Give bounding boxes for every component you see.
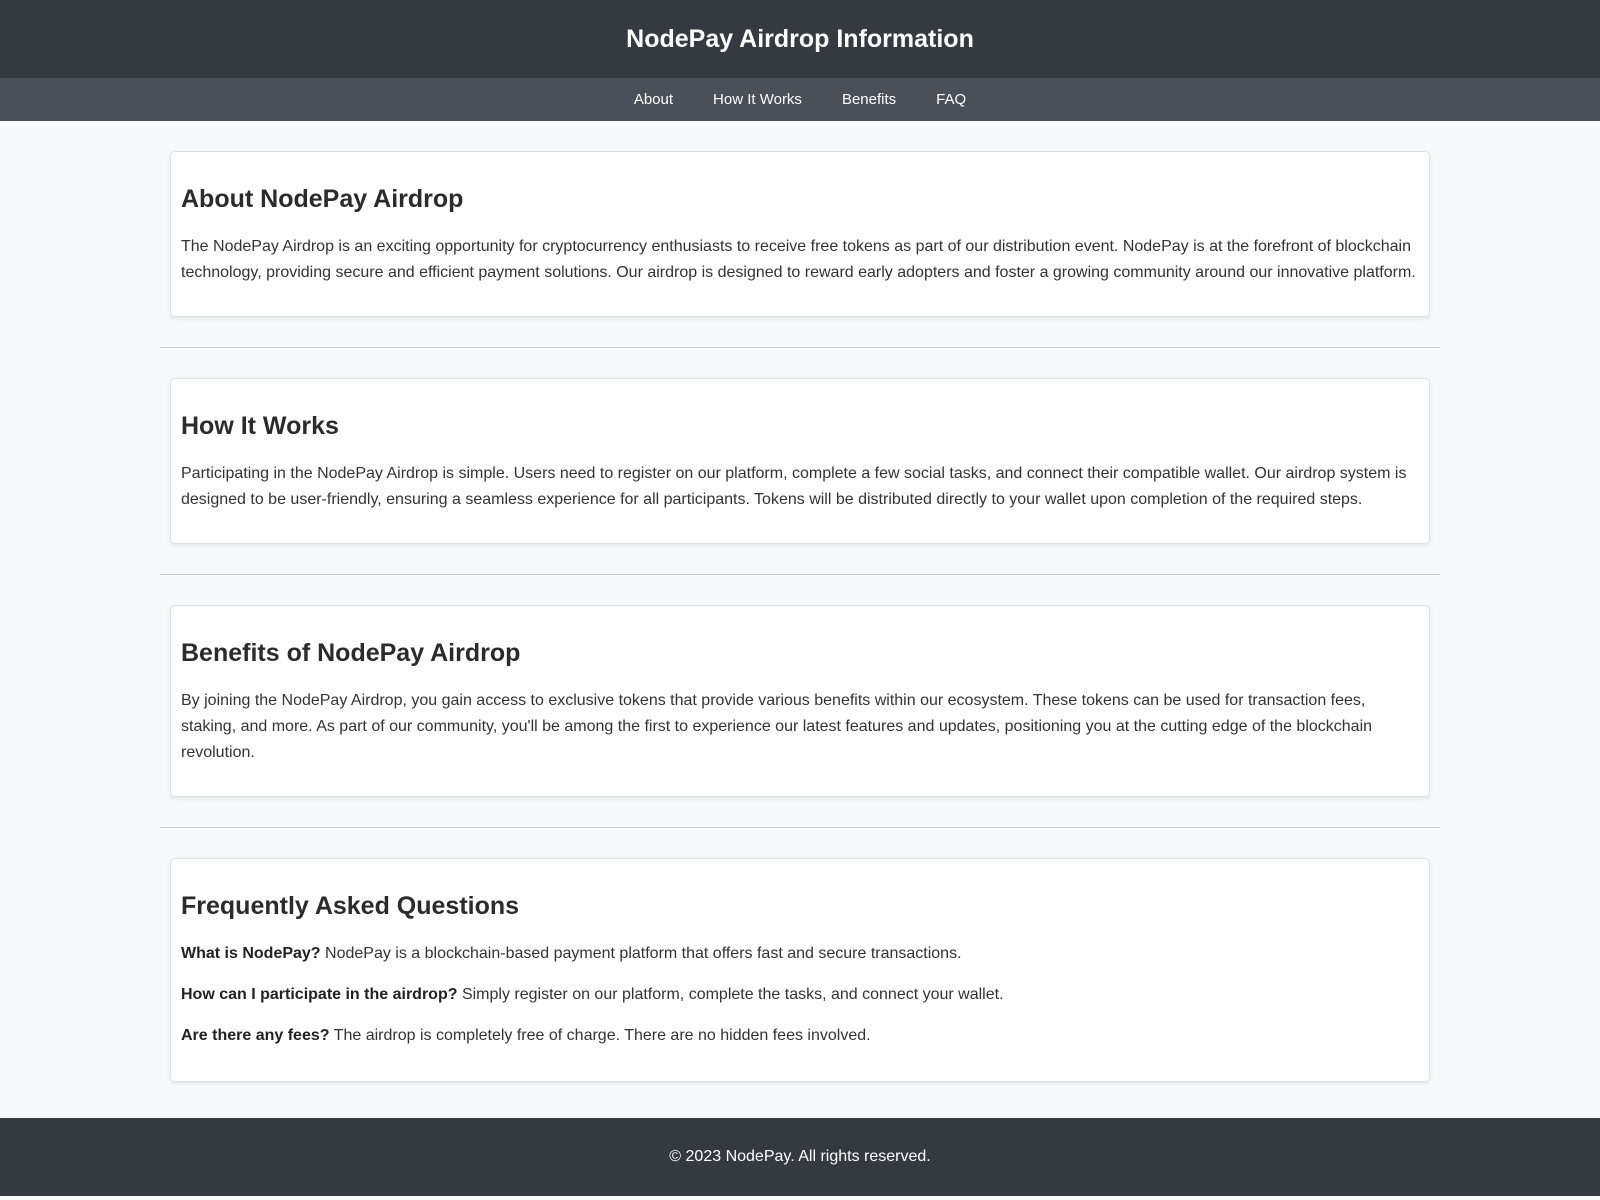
faq-question: Are there any fees?: [181, 1027, 330, 1044]
how-it-works-heading: How It Works: [181, 412, 339, 440]
benefits-heading: Benefits of NodePay Airdrop: [181, 639, 521, 667]
site-header: [0, 0, 1600, 78]
nav-link-how-it-works[interactable]: How It Works: [713, 91, 802, 108]
about-heading: About NodePay Airdrop: [181, 185, 464, 213]
faq-answer: Simply register on our platform, complete the tasks, and connect your wallet.: [461, 986, 1004, 1003]
faq-answer: The airdrop is completely free of charge. There are no hidden fees involved.: [333, 1027, 871, 1044]
benefits-section: [170, 605, 1430, 797]
section-divider: [160, 347, 1440, 348]
faq-section: [170, 858, 1430, 1082]
benefits-text: By joining the NodePay Airdrop, you gain access to exclusive tokens that provide various benefits within our ecosystem. These tokens can be used for transaction fees, staking, and more. As part of our community, you'll be among the first to experience our latest features and updates, positioning you at the cutting edge of the blockchain revolution.: [181, 692, 1373, 761]
faq-item: [181, 941, 1419, 967]
faq-item: [181, 982, 1419, 1008]
faq-item: [181, 1023, 1419, 1049]
copyright-text: © 2023 NodePay. All rights reserved.: [669, 1148, 931, 1165]
faq-question: What is NodePay?: [181, 945, 321, 962]
about-text: The NodePay Airdrop is an exciting opportunity for cryptocurrency enthusiasts to receive free tokens as part of our distribution event. NodePay is at the forefront of blockchain technology, providing secure and efficient payment solutions. Our airdrop is designed to reward early adopters and foster a growing community around our innovative platform.: [181, 238, 1416, 281]
page-title: NodePay Airdrop Information: [626, 24, 974, 53]
site-footer: [0, 1118, 1600, 1196]
how-it-works-text: Participating in the NodePay Airdrop is simple. Users need to register on our platform, complete a few social tasks, and connect their compatible wallet. Our airdrop system is designed to be user-friendly, ensuring a seamless experience for all participants. Tokens will be distributed directly to your wallet upon completion of the required steps.: [181, 465, 1407, 508]
nav-link-faq[interactable]: FAQ: [936, 91, 967, 108]
faq-heading: Frequently Asked Questions: [181, 892, 520, 920]
faq-question: How can I participate in the airdrop?: [181, 986, 458, 1003]
how-it-works-section: [170, 378, 1430, 544]
main-nav: [0, 78, 1600, 121]
section-divider: [160, 827, 1440, 828]
section-divider: [160, 574, 1440, 575]
nav-link-about[interactable]: About: [633, 91, 674, 108]
faq-answer: NodePay is a blockchain-based payment platform that offers fast and secure transactions.: [325, 945, 962, 962]
nav-link-benefits[interactable]: Benefits: [841, 91, 897, 108]
about-section: [170, 151, 1430, 317]
main-content: [160, 121, 1440, 1082]
